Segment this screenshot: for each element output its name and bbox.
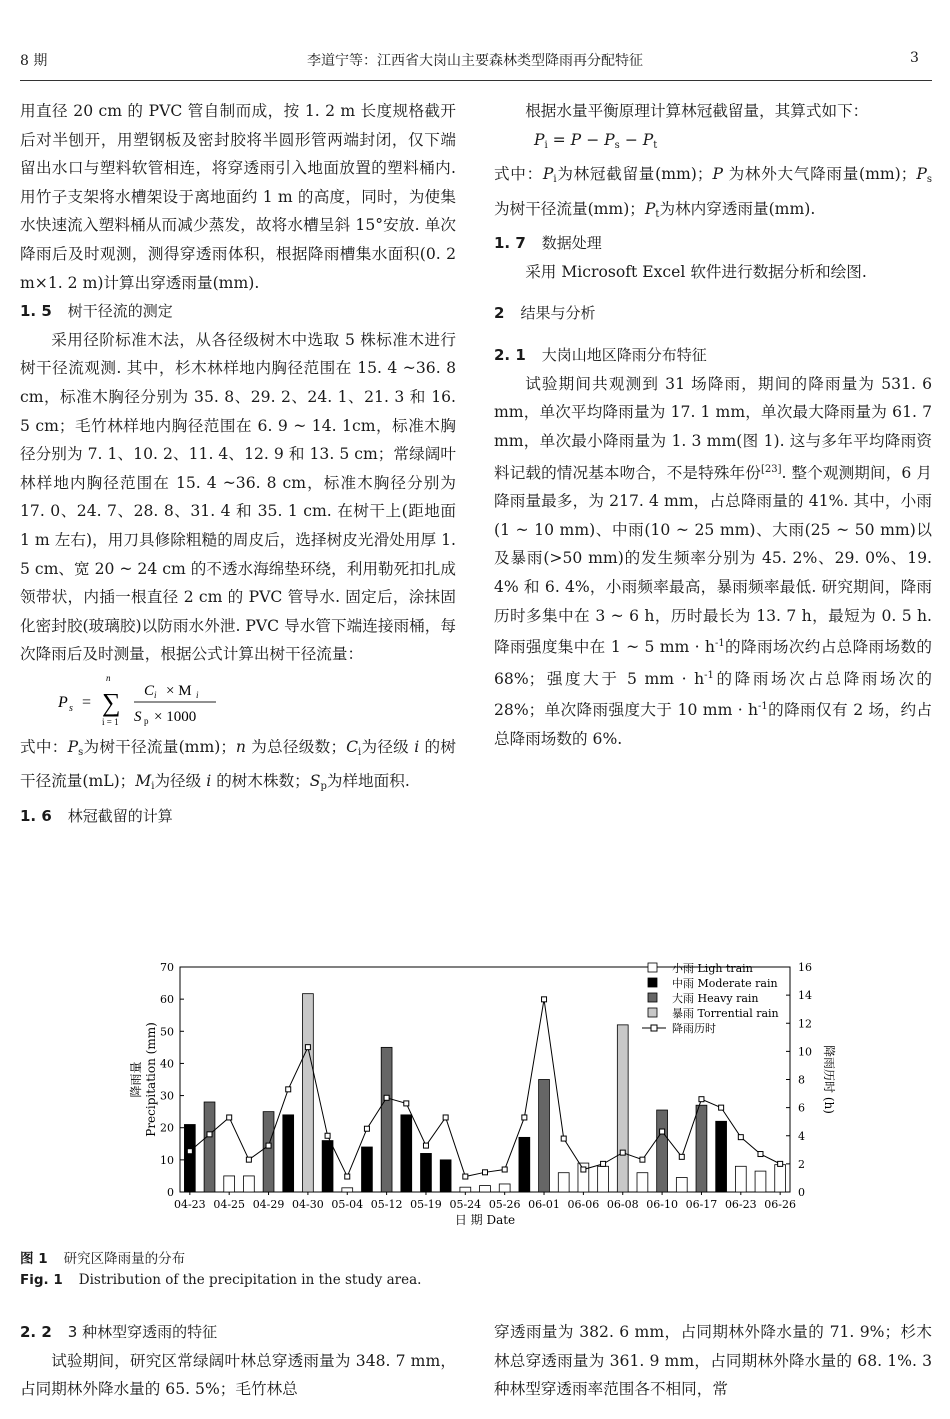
- y2-tick-label: 16: [798, 961, 812, 974]
- y-tick-label: 20: [160, 1121, 174, 1135]
- duration-point: [227, 1115, 232, 1120]
- text: 的树木株数；: [216, 772, 310, 791]
- duration-point: [483, 1170, 488, 1175]
- precip-bar: [716, 1121, 727, 1192]
- x-tick-label: 06-01: [528, 1198, 560, 1211]
- x-tick-label: 06-10: [646, 1198, 678, 1211]
- x-tick-label: 04-23: [173, 1198, 206, 1211]
- bottom-left-column: [20, 1318, 456, 1404]
- svg-text:× 1000: × 1000: [154, 708, 197, 725]
- y-tick-label: 60: [160, 993, 174, 1007]
- formula-interception: $P_i = P - P_s - P_t$: [534, 130, 658, 151]
- legend-label: 中雨 Moderate rain: [672, 977, 778, 990]
- paragraph: 用直径 20 cm 的 PVC 管自制而成，按 1. 2 m 长度规格截开后对半刨开，用塑钢板及密封胶将半圆形管两端封闭，仅下端留出水口与塑料软管相连，将穿透雨引入地面放置的塑料桶内. 用竹子支架将水槽架设于离地面约 1 m 的高度，同时，为使集水快速流入塑料桶从而减少蒸发，故将水槽呈斜 15°安放. 单次降雨后及时观测，测得穿透雨体积，根据降雨槽集水面积(0. 2 m×1. 2 m)计算出穿透雨量(mm).: [20, 102, 456, 292]
- precip-bar: [204, 1102, 215, 1192]
- duration-point: [561, 1136, 566, 1141]
- legend-label: 小雨 Ligh train: [672, 962, 753, 975]
- precip-bar: [362, 1147, 373, 1192]
- duration-point: [502, 1167, 507, 1172]
- precip-bar: [598, 1166, 609, 1192]
- precip-bar: [342, 1188, 353, 1192]
- precip-bar: [539, 1080, 550, 1193]
- duration-point: [738, 1135, 743, 1140]
- y2-tick-label: 10: [798, 1045, 812, 1059]
- formula-stemflow: [20, 669, 456, 733]
- precip-bar: [519, 1137, 530, 1192]
- duration-point: [679, 1154, 684, 1159]
- section-number: 1. 6: [20, 807, 52, 826]
- svg-text:i: i: [196, 689, 199, 700]
- legend-swatch: [648, 1008, 657, 1017]
- duration-point: [345, 1174, 350, 1179]
- x-tick-label: 06-08: [606, 1198, 639, 1211]
- precip-bar: [617, 1025, 628, 1192]
- duration-point: [522, 1115, 527, 1120]
- x-axis-label: 日 期 Date: [454, 1213, 516, 1227]
- duration-point: [266, 1143, 271, 1148]
- header-rule: [20, 80, 932, 81]
- text: 的降雨场次占总降雨场次的 28%；单次降雨强度大于 10 mm · h: [494, 669, 932, 720]
- section-heading-1-7: [494, 229, 932, 258]
- paragraph: 穿透雨量为 382. 6 mm，占同期林外降水量的 71. 9%；杉木林总穿透雨量为 361. 9 mm，占同期林外降水量的 68. 1%. 3 种林型穿透雨率范围各不相同，常: [494, 1323, 932, 1399]
- precip-bar: [184, 1125, 195, 1193]
- y2-tick-label: 4: [798, 1129, 805, 1143]
- figure-number: Fig. 1: [20, 1272, 63, 1288]
- section-title: 结果与分析: [520, 303, 596, 322]
- bottom-right-column: [494, 1318, 932, 1404]
- duration-point: [404, 1101, 409, 1106]
- section-heading-1-5: [20, 297, 456, 326]
- text: 的树干径流量(mL)；: [20, 737, 456, 791]
- y2-axis-label: 降雨历时 (h): [822, 1045, 836, 1114]
- section-title: 数据处理: [541, 234, 602, 253]
- figure-caption-cn: [20, 1247, 185, 1267]
- citation: [23]: [760, 463, 782, 475]
- paragraph: 式中：$P_s$为树干径流量(mm)；n 为总径级数；$C_i$为径级 i 的树干径流量(mL)；$M_i$为径级 i 的树木株数；$S_p$为样地面积.: [20, 737, 456, 793]
- section-number: 2: [494, 303, 505, 322]
- svg-text:=: =: [82, 693, 92, 711]
- y2-tick-label: 12: [798, 1017, 812, 1031]
- duration-point: [286, 1087, 291, 1092]
- legend-label: 暴雨 Torrential rain: [672, 1007, 779, 1020]
- x-tick-label: 05-04: [331, 1198, 364, 1211]
- y-tick-label: 50: [160, 1025, 174, 1039]
- text: . 整个观测期间，6 月降雨量最多，为 217. 4 mm，占总降雨量的 41%. 其中，小雨(1 ~ 10 mm)、中雨(10 ~ 25 mm)、大雨(25 ~ 50 mm)以及暴雨(>50 mm)的发生频率分别为 45. 2%、29. 0%、19. 4% 和 6. 4%，小雨频率最高，暴雨频率最低. 研究期间，降雨历时多集中在 3 ~ 6 h，历时最长为 13. 7 h，最短为 0. 5 h. 降雨强度集中在 1 ~ 5 mm · h: [494, 463, 932, 657]
- y-axis-label-en: Precipitation (mm): [144, 1022, 158, 1137]
- duration-point: [601, 1161, 606, 1166]
- y-tick-label: 10: [160, 1153, 174, 1167]
- y2-tick-label: 0: [798, 1186, 805, 1199]
- x-tick-label: 04-29: [252, 1198, 285, 1211]
- formula-svg: [58, 669, 278, 733]
- precip-bar: [302, 994, 313, 1192]
- x-tick-label: 05-26: [488, 1198, 521, 1211]
- legend-swatch: [648, 963, 657, 972]
- duration-point: [660, 1129, 665, 1134]
- header-title: 李道宁等：江西省大岗山主要森林类型降雨再分配特征: [307, 53, 643, 69]
- duration-point: [325, 1133, 330, 1138]
- x-tick-label: 05-12: [370, 1198, 403, 1211]
- x-tick-label: 06-06: [567, 1198, 600, 1211]
- precip-bar: [243, 1176, 254, 1192]
- y-axis-label-cn: 降雨量: [129, 1061, 143, 1098]
- text: 为径级: [154, 772, 202, 791]
- precip-bar: [224, 1176, 235, 1192]
- precip-bar: [696, 1105, 707, 1192]
- figure-caption-text: 研究区降雨量的分布: [63, 1251, 186, 1267]
- text: 的降雨场次约占总降雨场数的 68%；强度大于 5 mm · h: [494, 638, 932, 688]
- text: 为林冠截留量(mm)；: [556, 165, 713, 184]
- duration-point: [305, 1045, 310, 1050]
- section-heading-1-6: [20, 802, 456, 831]
- duration-point: [699, 1097, 704, 1102]
- y2-tick-label: 14: [798, 989, 812, 1003]
- y2-tick-label: 2: [798, 1157, 805, 1171]
- precip-bar: [499, 1184, 510, 1192]
- y-tick-label: 70: [160, 961, 174, 974]
- section-title: 大岗山地区降雨分布特征: [541, 346, 707, 365]
- precipitation-chart: [0, 955, 950, 1245]
- svg-text:s: s: [69, 702, 73, 714]
- duration-point: [246, 1157, 251, 1162]
- svg-text:i: i: [154, 689, 157, 700]
- section-title: 林冠截留的计算: [67, 807, 173, 826]
- section-heading-2: [494, 299, 932, 328]
- section-number: 1. 7: [494, 234, 526, 253]
- section-title: 3 种林型穿透雨的特征: [67, 1323, 218, 1341]
- duration-point: [364, 1126, 369, 1131]
- superscript: -1: [758, 701, 768, 713]
- paragraph: 试验期间，研究区常绿阔叶林总穿透雨量为 348. 7 mm，占同期林外降水量的 65. 5%；毛竹林总: [20, 1351, 456, 1399]
- precip-bar: [263, 1112, 274, 1192]
- precip-bar: [735, 1166, 746, 1192]
- x-tick-label: 06-17: [685, 1198, 718, 1211]
- text: 式中：: [494, 165, 543, 184]
- duration-point: [384, 1095, 389, 1100]
- svg-text:∑: ∑: [102, 687, 121, 717]
- duration-point: [640, 1157, 645, 1162]
- y2-tick-label: 8: [798, 1073, 805, 1087]
- figure-caption-text: Distribution of the precipitation in the study area.: [78, 1272, 422, 1288]
- duration-point: [542, 997, 547, 1002]
- section-title: 树干径流的测定: [67, 302, 173, 321]
- y-tick-label: 30: [160, 1089, 174, 1103]
- paragraph: 采用 Microsoft Excel 软件进行数据分析和绘图.: [525, 262, 867, 281]
- text: 为树干径流量(mm)；: [494, 199, 645, 218]
- legend-label: 降雨历时: [672, 1022, 716, 1035]
- svg-text:P: P: [58, 693, 68, 711]
- x-tick-label: 06-26: [764, 1198, 797, 1211]
- legend-swatch: [648, 993, 657, 1002]
- legend-swatch: [648, 978, 657, 987]
- duration-point: [581, 1167, 586, 1172]
- section-heading-2-1: [494, 341, 932, 370]
- precip-bar: [421, 1153, 432, 1192]
- text: 为样地面积.: [326, 772, 410, 791]
- text: 为总径级数；: [251, 737, 347, 756]
- x-tick-label: 06-23: [724, 1198, 757, 1211]
- duration-point: [207, 1132, 212, 1137]
- duration-point: [423, 1143, 428, 1148]
- y2-tick-label: 6: [798, 1101, 805, 1115]
- header-issue: 8 期: [20, 53, 48, 69]
- x-tick-label: 05-19: [410, 1198, 442, 1211]
- duration-point: [463, 1174, 468, 1179]
- duration-point: [620, 1150, 625, 1155]
- duration-point: [758, 1152, 763, 1157]
- figure-caption-en: [20, 1272, 421, 1288]
- x-tick-label: 04-25: [213, 1198, 246, 1211]
- section-heading-2-2: [20, 1318, 456, 1347]
- duration-point: [187, 1149, 192, 1154]
- precip-bar: [657, 1110, 668, 1192]
- legend-marker: [651, 1025, 657, 1031]
- precip-bar: [480, 1186, 491, 1192]
- x-tick-label: 04-30: [292, 1198, 324, 1211]
- precip-bar: [440, 1160, 451, 1192]
- superscript: -1: [704, 669, 714, 681]
- precip-bar: [775, 1165, 786, 1192]
- precip-bar: [637, 1173, 648, 1192]
- svg-text:p: p: [144, 715, 149, 726]
- svg-text:× M: × M: [166, 682, 192, 699]
- duration-point: [778, 1161, 783, 1166]
- text: 的降雨仅有 2 场，约占总降雨场数的 6%.: [494, 701, 932, 748]
- section-number: 1. 5: [20, 302, 52, 321]
- superscript: -1: [714, 638, 725, 650]
- precip-bar: [381, 1047, 392, 1192]
- precip-bar: [755, 1171, 766, 1192]
- text: 为林内穿透雨量(mm).: [659, 199, 816, 218]
- paragraph: [494, 370, 932, 754]
- text: 为树干径流量(mm)；: [83, 737, 236, 756]
- svg-text:S: S: [134, 708, 142, 725]
- precip-bar: [322, 1141, 333, 1192]
- left-column: [20, 97, 456, 831]
- svg-text:C: C: [144, 682, 155, 699]
- precip-bar: [676, 1178, 687, 1192]
- right-column: [494, 97, 932, 753]
- section-number: 2. 2: [20, 1323, 52, 1341]
- legend-label: 大雨 Heavy rain: [672, 992, 759, 1005]
- y-tick-label: 0: [167, 1186, 174, 1199]
- paragraph: 采用径阶标准木法，从各径级树木中选取 5 株标准木进行树干径流观测. 其中，杉木林样地内胸径范围在 15. 4 ~36. 8 cm，标准木胸径分别为 35. 8、29. 2、24. 1、21. 3 和 16. 5 cm；毛竹林样地内胸径范围在 6. 9 ~ 14. 1cm，标准木胸径分别为 7. 1、10. 2、11. 4、12. 9 和 13. 5 cm；常绿阔叶林样地内胸径范围在 15. 4 ~36. 8 cm，标准木胸径分别为 17. 0、24. 7、28. 8、31. 4 和 35. 1 cm. 在树干上(距地面 1 m 左右)，用刀具修除粗糙的周皮后，选择树皮光滑处用厚 1. 5 cm、宽 20 ~ 24 cm 的不透水海绵垫环绕，利用勒死扣扎成领带状，内插一根直径 2 cm 的 PVC 管导水. 固定后，涂抹固化密封胶(玻璃胶)以防雨水外泄. PVC 导水管下端连接雨桶，每次降雨后及时测量，根据公式计算出树干径流量：: [20, 330, 456, 664]
- header-page: 3: [910, 50, 919, 66]
- precip-bar: [558, 1173, 569, 1192]
- section-number: 2. 1: [494, 346, 526, 365]
- svg-text:n: n: [106, 672, 111, 683]
- precip-bar: [460, 1187, 471, 1192]
- svg-text:i = 1: i = 1: [102, 716, 119, 727]
- paragraph: 式中：$P_i$为林冠截留量(mm)；P 为林外大气降雨量(mm)；$P_s$为树干径流量(mm)；$P_t$为林内穿透雨量(mm).: [494, 165, 932, 220]
- duration-point: [443, 1115, 448, 1120]
- figure-number: 图 1: [20, 1251, 48, 1267]
- text: 式中：: [20, 737, 68, 756]
- y-tick-label: 40: [160, 1057, 174, 1071]
- paragraph: 根据水量平衡原理计算林冠截留量，其算式如下：: [525, 102, 869, 120]
- precip-bar: [401, 1115, 412, 1192]
- duration-point: [719, 1105, 724, 1110]
- text: 为径级: [361, 737, 410, 756]
- x-tick-label: 05-24: [449, 1198, 482, 1211]
- precip-bar: [283, 1115, 294, 1192]
- text: 为林外大气降雨量(mm)；: [728, 165, 917, 184]
- text: 试验期间共观测到 31 场降雨，期间的降雨量为 531. 6 mm，单次平均降雨量为 17. 1 mm，单次最大降雨量为 61. 7 mm，单次最小降雨量为 1. 3 mm(图 1). 这与多年平均降雨资料记载的情况基本吻合，不是特殊年份: [494, 374, 932, 482]
